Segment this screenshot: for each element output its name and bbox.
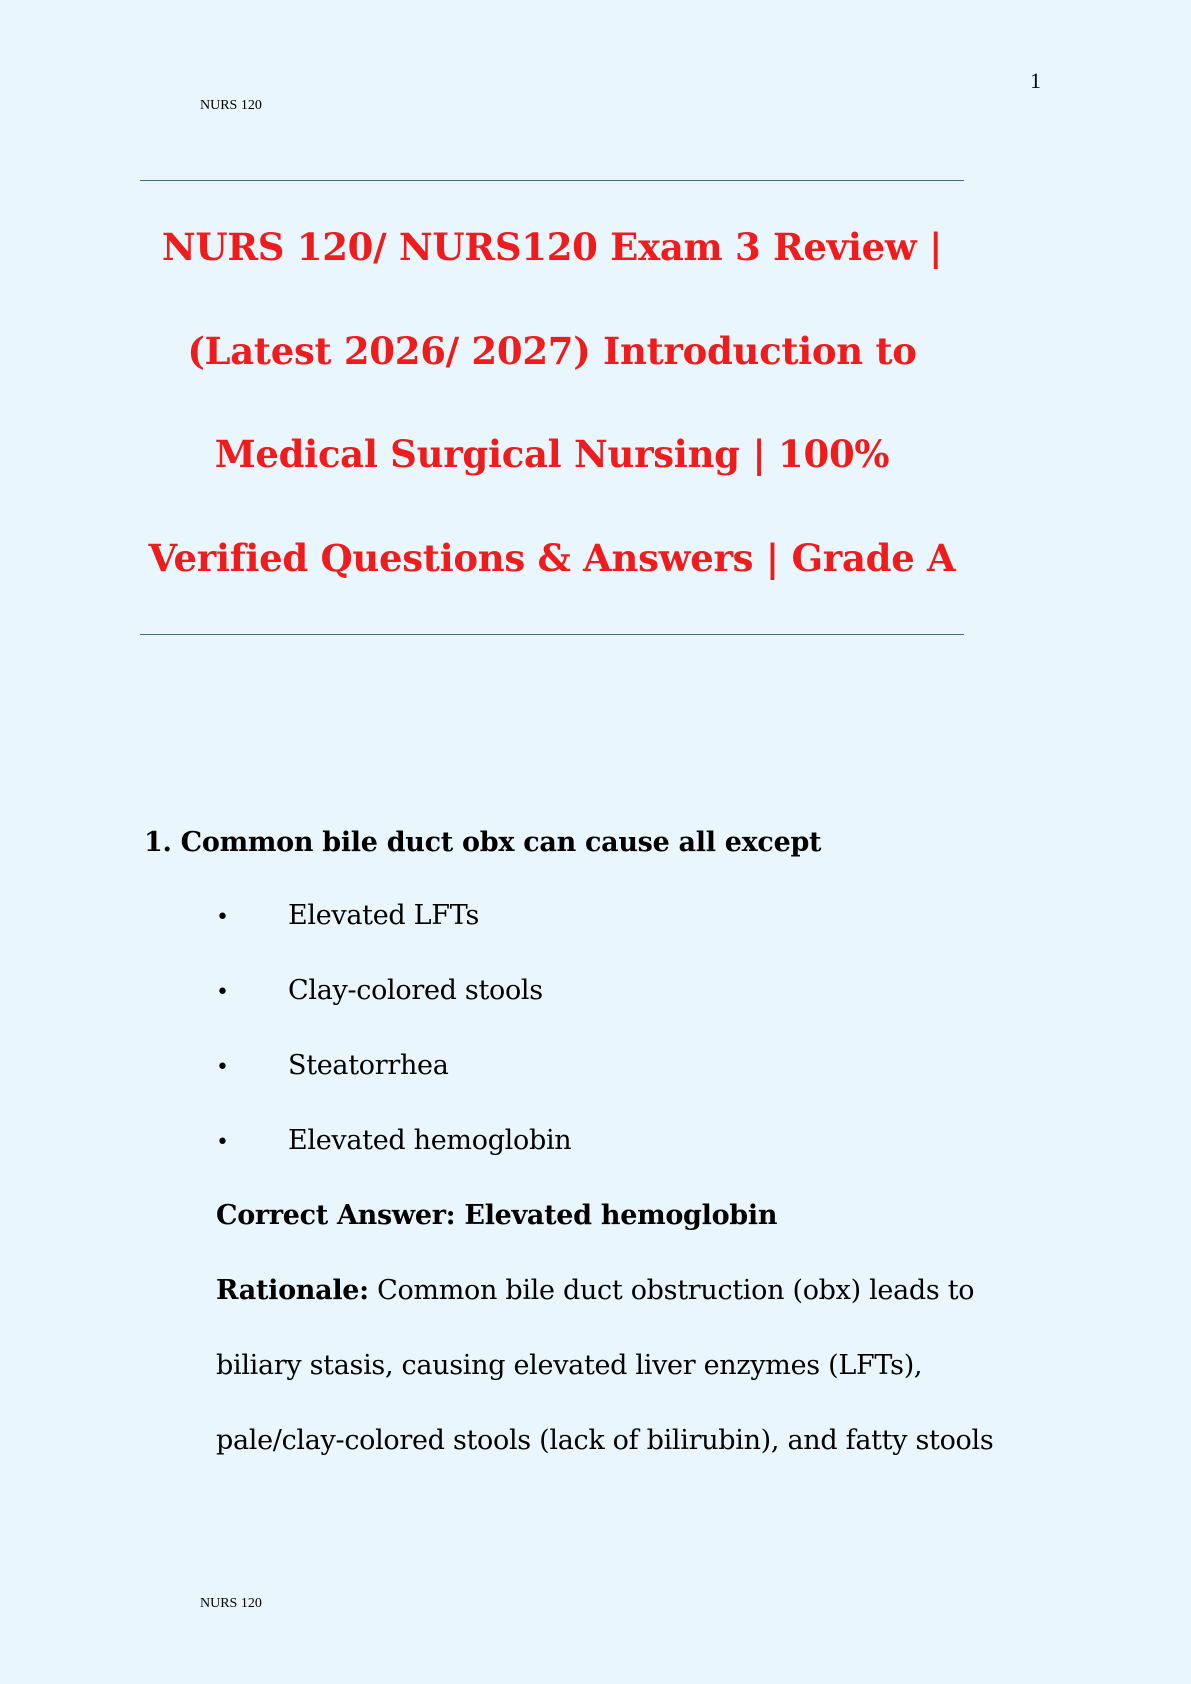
bullet-icon: • xyxy=(216,1055,229,1080)
option-label: Elevated LFTs xyxy=(288,900,480,931)
answer-option xyxy=(216,894,479,940)
title-line: Medical Surgical Nursing | 100% xyxy=(214,432,890,476)
rationale-label: Rationale: xyxy=(216,1275,369,1306)
rationale xyxy=(216,1269,1016,1494)
page-number: 1 xyxy=(1030,68,1041,93)
bullet-icon: • xyxy=(216,980,229,1005)
bullet-icon: • xyxy=(216,905,229,930)
title-bottom-rule xyxy=(140,634,964,635)
correct-answer: Correct Answer: Elevated hemoglobin xyxy=(216,1200,778,1231)
answer-option xyxy=(216,1044,449,1090)
option-label: Clay-colored stools xyxy=(288,975,543,1006)
option-label: Steatorrhea xyxy=(288,1050,449,1081)
title-line: NURS 120/ NURS120 Exam 3 Review | xyxy=(161,225,943,269)
rationale-text: Common bile duct obstruction (obx) leads to xyxy=(368,1275,975,1306)
rationale-line: biliary stasis, causing elevated liver enzymes (LFTs), xyxy=(216,1350,923,1381)
title-top-rule xyxy=(140,180,964,181)
question-text: 1. Common bile duct obx can cause all except xyxy=(144,827,822,858)
title-line: (Latest 2026/ 2027) Introduction to xyxy=(187,328,917,373)
title-line: Verified Questions & Answers | Grade A xyxy=(148,535,956,580)
answer-option xyxy=(216,1119,571,1165)
document-title xyxy=(140,196,964,610)
running-header: NURS 120 xyxy=(200,98,262,113)
option-label: Elevated hemoglobin xyxy=(288,1125,572,1156)
running-footer: NURS 120 xyxy=(200,1596,262,1611)
answer-option xyxy=(216,969,543,1015)
bullet-icon: • xyxy=(216,1130,229,1155)
rationale-line xyxy=(216,1269,1016,1344)
rationale-line: pale/clay-colored stools (lack of bilirubin), and fatty stools xyxy=(216,1425,994,1456)
